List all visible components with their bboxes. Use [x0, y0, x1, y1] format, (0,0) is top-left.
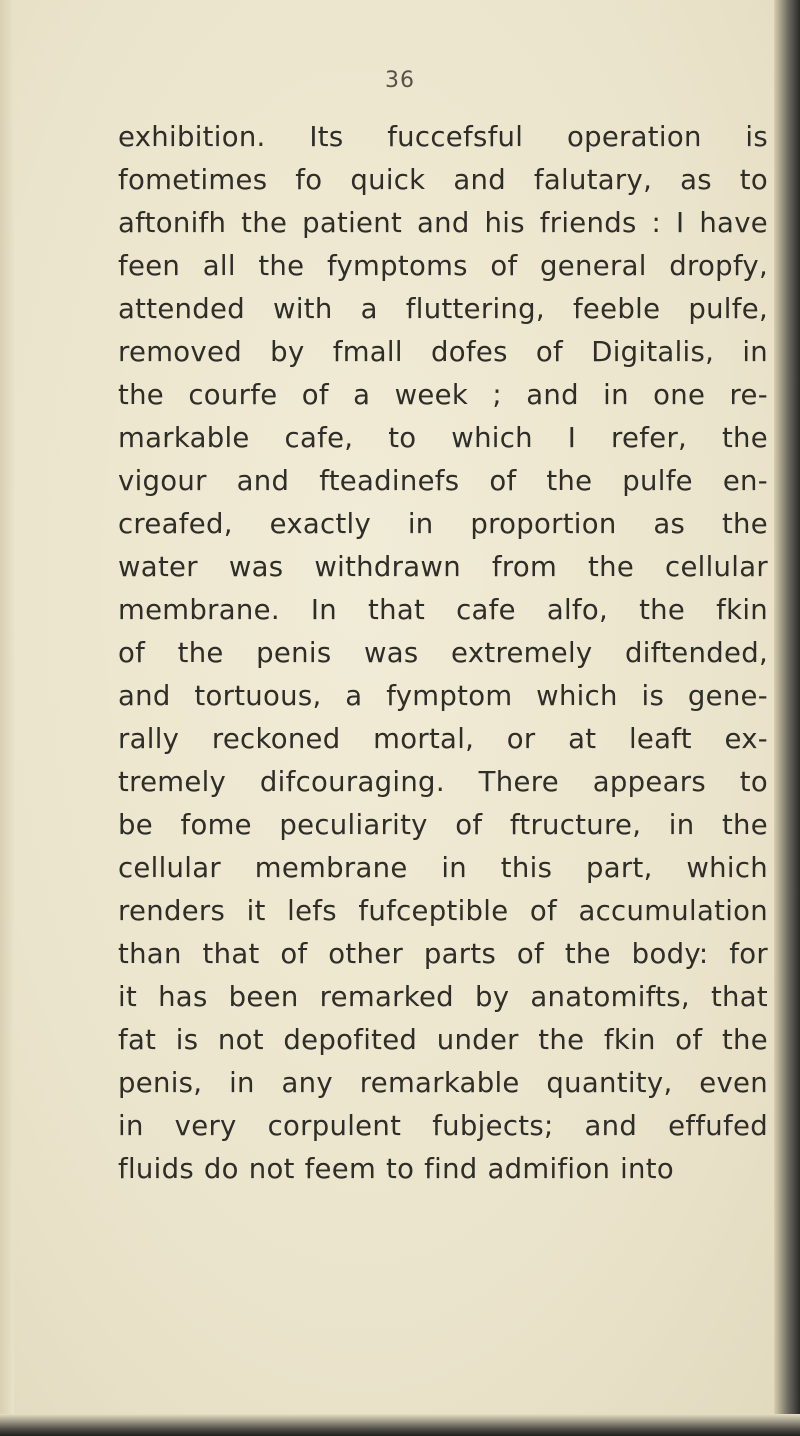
text-line: and tortuous, a fymptom which is gene- [118, 680, 768, 712]
text-line: fluids do not feem to find admifion into [118, 1153, 674, 1185]
page-left-edge [0, 0, 14, 1436]
text-line: the courfe of a week ; and in one re- [118, 379, 768, 411]
text-line: feen all the fymptoms of general dropfy, [118, 250, 768, 282]
text-line: removed by fmall dofes of Digitalis, in [118, 336, 768, 368]
text-line: tremely difcouraging. There appears to [118, 766, 768, 798]
text-line: penis, in any remarkable quantity, even [118, 1067, 768, 1099]
page-right-edge [774, 0, 800, 1436]
text-line: attended with a fluttering, feeble pulfe, [118, 293, 768, 325]
text-line: exhibition. Its fuccefsful operation is [118, 121, 768, 153]
text-line: vigour and fteadinefs of the pulfe en- [118, 465, 768, 497]
text-line: renders it lefs fufceptible of accumulation [118, 895, 768, 927]
text-line: water was withdrawn from the cellular [118, 551, 768, 583]
text-line: fat is not depofited under the fkin of the [118, 1024, 768, 1056]
text-line: creafed, exactly in proportion as the [118, 508, 768, 540]
page-number: 36 [385, 68, 415, 93]
text-line: aftonifh the patient and his friends : I have [118, 207, 768, 239]
text-line: be fome peculiarity of ftructure, in the [118, 809, 768, 841]
text-line: membrane. In that cafe alfo, the fkin [118, 594, 768, 626]
text-line: it has been remarked by anatomifts, that [118, 981, 768, 1013]
body-text [118, 116, 768, 1191]
text-line: in very corpulent fubjects; and effufed [118, 1110, 768, 1142]
text-line: than that of other parts of the body: for [118, 938, 768, 970]
text-line: of the penis was extremely diftended, [118, 637, 768, 669]
text-line: cellular membrane in this part, which [118, 852, 768, 884]
text-line: markable cafe, to which I refer, the [118, 422, 768, 454]
text-line: rally reckoned mortal, or at leaft ex- [118, 723, 768, 755]
page-bottom-edge [0, 1414, 800, 1436]
text-line: fometimes fo quick and falutary, as to [118, 164, 768, 196]
